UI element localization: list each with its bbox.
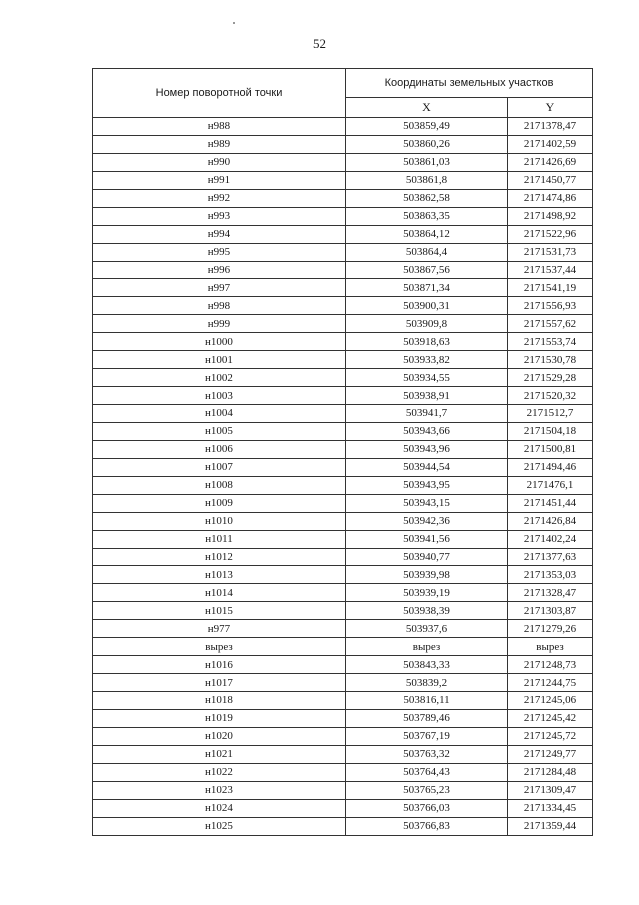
x-cell: 503937,6: [346, 620, 508, 638]
point-cell: н1013: [93, 566, 346, 584]
table-row: [93, 207, 593, 225]
y-cell: 2171248,73: [508, 656, 593, 674]
point-cell: н1011: [93, 530, 346, 548]
header-coordinates: Координаты земельных участков: [346, 69, 593, 98]
point-cell: н1024: [93, 799, 346, 817]
table-body: [93, 118, 593, 836]
y-cell: 2171522,96: [508, 225, 593, 243]
x-cell: 503909,8: [346, 315, 508, 333]
x-cell: 503941,56: [346, 530, 508, 548]
point-cell: н1016: [93, 656, 346, 674]
table-row: [93, 225, 593, 243]
point-cell: н993: [93, 207, 346, 225]
y-cell: 2171494,46: [508, 458, 593, 476]
point-cell: н1009: [93, 494, 346, 512]
point-cell: н1015: [93, 602, 346, 620]
y-cell: 2171402,24: [508, 530, 593, 548]
point-cell: н998: [93, 297, 346, 315]
page-number: 52: [313, 36, 326, 51]
y-cell: 2171245,72: [508, 727, 593, 745]
table-row: [93, 333, 593, 351]
y-cell: 2171512,7: [508, 405, 593, 423]
table-row: [93, 279, 593, 297]
x-cell: 503943,95: [346, 476, 508, 494]
y-cell: 2171334,45: [508, 799, 593, 817]
x-cell: 503943,15: [346, 494, 508, 512]
header-y: Y: [508, 97, 593, 117]
x-cell: 503839,2: [346, 674, 508, 692]
scan-speck: [233, 22, 235, 24]
point-cell: н1019: [93, 709, 346, 727]
x-cell: 503816,11: [346, 692, 508, 710]
table-row: [93, 153, 593, 171]
point-cell: н1004: [93, 405, 346, 423]
x-cell: 503765,23: [346, 781, 508, 799]
x-cell: 503938,39: [346, 602, 508, 620]
x-cell: 503871,34: [346, 279, 508, 297]
point-cell: н1018: [93, 692, 346, 710]
y-cell: 2171244,75: [508, 674, 593, 692]
y-cell: 2171474,86: [508, 189, 593, 207]
y-cell: 2171303,87: [508, 602, 593, 620]
y-cell: 2171359,44: [508, 817, 593, 835]
y-cell: 2171537,44: [508, 261, 593, 279]
table-row: [93, 351, 593, 369]
table-row: [93, 171, 593, 189]
table-row: [93, 512, 593, 530]
table-row: [93, 297, 593, 315]
point-cell: н989: [93, 135, 346, 153]
table-row: [93, 494, 593, 512]
point-cell: н1023: [93, 781, 346, 799]
x-cell: 503864,4: [346, 243, 508, 261]
table-row: [93, 799, 593, 817]
x-cell: 503764,43: [346, 763, 508, 781]
point-cell: н1022: [93, 763, 346, 781]
point-cell: н992: [93, 189, 346, 207]
point-cell: н990: [93, 153, 346, 171]
y-cell: вырез: [508, 638, 593, 656]
table-row: [93, 566, 593, 584]
y-cell: 2171531,73: [508, 243, 593, 261]
y-cell: 2171426,84: [508, 512, 593, 530]
x-cell: 503942,36: [346, 512, 508, 530]
table-row: [93, 727, 593, 745]
header-x: X: [346, 97, 508, 117]
point-cell: н988: [93, 118, 346, 136]
table-row: [93, 458, 593, 476]
table-row: [93, 602, 593, 620]
x-cell: 503861,03: [346, 153, 508, 171]
x-cell: 503861,8: [346, 171, 508, 189]
table-row: [93, 656, 593, 674]
x-cell: 503862,58: [346, 189, 508, 207]
table-row: [93, 476, 593, 494]
x-cell: 503939,98: [346, 566, 508, 584]
table-row: [93, 405, 593, 423]
y-cell: 2171249,77: [508, 745, 593, 763]
x-cell: 503934,55: [346, 369, 508, 387]
point-cell: н1003: [93, 387, 346, 405]
table-row: [93, 315, 593, 333]
table-row: [93, 135, 593, 153]
y-cell: 2171451,44: [508, 494, 593, 512]
y-cell: 2171377,63: [508, 548, 593, 566]
table-row: [93, 781, 593, 799]
x-cell: 503867,56: [346, 261, 508, 279]
point-cell: н1000: [93, 333, 346, 351]
y-cell: 2171450,77: [508, 171, 593, 189]
point-cell: н1021: [93, 745, 346, 763]
y-cell: 2171378,47: [508, 118, 593, 136]
coordinates-table: [92, 68, 593, 836]
y-cell: 2171426,69: [508, 153, 593, 171]
table-row: [93, 548, 593, 566]
x-cell: 503789,46: [346, 709, 508, 727]
point-cell: н1020: [93, 727, 346, 745]
y-cell: 2171309,47: [508, 781, 593, 799]
point-cell: н1005: [93, 422, 346, 440]
table-row: [93, 261, 593, 279]
point-cell: н1025: [93, 817, 346, 835]
x-cell: 503859,49: [346, 118, 508, 136]
y-cell: 2171284,48: [508, 763, 593, 781]
point-cell: н1008: [93, 476, 346, 494]
point-cell: н1002: [93, 369, 346, 387]
x-cell: 503943,96: [346, 440, 508, 458]
y-cell: 2171553,74: [508, 333, 593, 351]
y-cell: 2171504,18: [508, 422, 593, 440]
x-cell: 503843,33: [346, 656, 508, 674]
table-row: [93, 189, 593, 207]
table-row: [93, 745, 593, 763]
y-cell: 2171520,32: [508, 387, 593, 405]
x-cell: вырез: [346, 638, 508, 656]
x-cell: 503933,82: [346, 351, 508, 369]
point-cell: н996: [93, 261, 346, 279]
table-row: [93, 118, 593, 136]
y-cell: 2171476,1: [508, 476, 593, 494]
point-cell: н1006: [93, 440, 346, 458]
table-row: [93, 369, 593, 387]
y-cell: 2171353,03: [508, 566, 593, 584]
x-cell: 503943,66: [346, 422, 508, 440]
table-row: [93, 440, 593, 458]
x-cell: 503864,12: [346, 225, 508, 243]
y-cell: 2171557,62: [508, 315, 593, 333]
y-cell: 2171541,19: [508, 279, 593, 297]
x-cell: 503918,63: [346, 333, 508, 351]
y-cell: 2171529,28: [508, 369, 593, 387]
table-row: [93, 638, 593, 656]
point-cell: н1012: [93, 548, 346, 566]
point-cell: н1014: [93, 584, 346, 602]
point-cell: н1007: [93, 458, 346, 476]
x-cell: 503863,35: [346, 207, 508, 225]
point-cell: н991: [93, 171, 346, 189]
x-cell: 503900,31: [346, 297, 508, 315]
x-cell: 503939,19: [346, 584, 508, 602]
header-point-number: Номер поворотной точки: [93, 69, 346, 118]
y-cell: 2171530,78: [508, 351, 593, 369]
point-cell: н995: [93, 243, 346, 261]
table-row: [93, 709, 593, 727]
x-cell: 503940,77: [346, 548, 508, 566]
table-row: [93, 530, 593, 548]
table-row: [93, 674, 593, 692]
x-cell: 503766,03: [346, 799, 508, 817]
table-row: [93, 243, 593, 261]
point-cell: н994: [93, 225, 346, 243]
point-cell: н1017: [93, 674, 346, 692]
y-cell: 2171402,59: [508, 135, 593, 153]
y-cell: 2171245,42: [508, 709, 593, 727]
x-cell: 503860,26: [346, 135, 508, 153]
y-cell: 2171500,81: [508, 440, 593, 458]
y-cell: 2171245,06: [508, 692, 593, 710]
x-cell: 503938,91: [346, 387, 508, 405]
table-row: [93, 387, 593, 405]
x-cell: 503766,83: [346, 817, 508, 835]
point-cell: н977: [93, 620, 346, 638]
table-row: [93, 584, 593, 602]
x-cell: 503944,54: [346, 458, 508, 476]
table-row: [93, 422, 593, 440]
y-cell: 2171328,47: [508, 584, 593, 602]
x-cell: 503763,32: [346, 745, 508, 763]
x-cell: 503941,7: [346, 405, 508, 423]
table-row: [93, 763, 593, 781]
y-cell: 2171279,26: [508, 620, 593, 638]
table-row: [93, 817, 593, 835]
point-cell: н997: [93, 279, 346, 297]
point-cell: н1001: [93, 351, 346, 369]
point-cell: н999: [93, 315, 346, 333]
point-cell: вырез: [93, 638, 346, 656]
x-cell: 503767,19: [346, 727, 508, 745]
point-cell: н1010: [93, 512, 346, 530]
y-cell: 2171556,93: [508, 297, 593, 315]
y-cell: 2171498,92: [508, 207, 593, 225]
table-row: [93, 692, 593, 710]
table-row: [93, 620, 593, 638]
